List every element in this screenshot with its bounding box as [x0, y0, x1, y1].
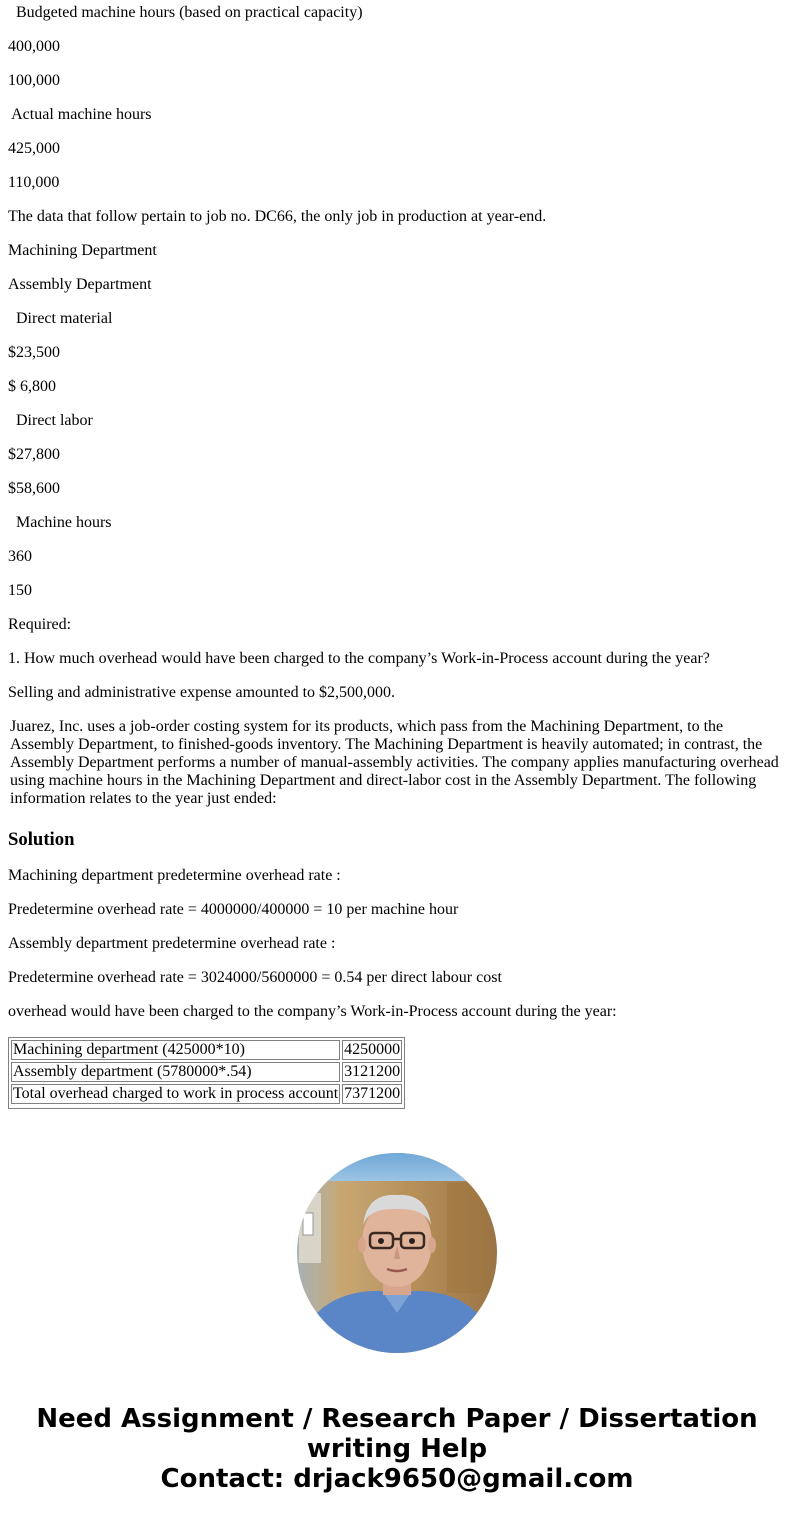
table-cell-value: 3121200: [344, 1063, 401, 1080]
promo-line-2: writing Help: [306, 1434, 488, 1464]
promo-contact: Contact: drjack9650@gmail.com: [160, 1464, 634, 1494]
intro-paragraph: Juarez, Inc. uses a job-order costing system for its products, which pass from the Machining Department, to the Assembly Department, to finished-goods inventory. The Machining Department is heavily automated; in contrast, the Assembly Department performs a number of manual-assembly activities. The company applies manufacturing overhead using machine hours in the Machining Department and direct-labor cost in the Assembly Department. The following information relates to the year just ended:: [10, 718, 779, 807]
direct-labor-label: Direct labor: [16, 412, 93, 429]
actual-machining: 425,000: [8, 140, 60, 157]
machine-hours-machining: 360: [8, 548, 32, 565]
budgeted-machining: 400,000: [8, 38, 60, 55]
assembly-rate-calc: Predetermine overhead rate = 3024000/5600000 = 0.54 per direct labour cost: [8, 969, 502, 986]
table-cell-value: 7371200: [344, 1085, 401, 1102]
assembly-rate-label: Assembly department predetermine overhead rate :: [8, 935, 336, 952]
budgeted-assembly: 100,000: [8, 72, 60, 89]
actual-assembly: 110,000: [8, 174, 60, 191]
machining-rate-label: Machining department predetermine overhead rate :: [8, 867, 341, 884]
solution-heading: Solution: [8, 829, 75, 850]
required-question-1: 1. How much overhead would have been charged to the company’s Work-in-Process account during the year?: [8, 650, 710, 667]
direct-labor-machining: $27,800: [8, 446, 60, 463]
document-body: [8, 0, 786, 1109]
col-machining: Machining Department: [8, 242, 157, 259]
overhead-table: [8, 1037, 405, 1109]
direct-labor-assembly: $58,600: [8, 480, 60, 497]
machining-rate-calc: Predetermine overhead rate = 4000000/400000 = 10 per machine hour: [8, 901, 459, 918]
avatar-portrait-image: [297, 1153, 497, 1353]
selling-admin-text: Selling and administrative expense amounted to $2,500,000.: [8, 684, 396, 701]
table-cell-label: Assembly department (5780000*.54): [11, 1062, 340, 1082]
job-text: The data that follow pertain to job no. DC66, the only job in production at year-end.: [8, 208, 547, 225]
promo-banner: [0, 1404, 794, 1494]
table-row: [11, 1062, 402, 1082]
machine-hours-assembly: 150: [8, 582, 32, 599]
direct-material-label: Direct material: [16, 310, 113, 327]
table-cell-label: Machining department (425000*10): [11, 1040, 340, 1060]
avatar: [297, 1153, 497, 1353]
direct-material-assembly: $ 6,800: [8, 378, 56, 395]
promo-line-1: Need Assignment / Research Paper / Dissertation: [36, 1404, 758, 1434]
table-cell-label: Total overhead charged to work in process account: [13, 1085, 339, 1102]
required-label: Required:: [8, 616, 72, 633]
table-cell-value: 4250000: [344, 1041, 401, 1058]
budgeted-label: Budgeted machine hours (based on practical capacity): [16, 4, 363, 21]
direct-material-machining: $23,500: [8, 344, 60, 361]
table-row: [11, 1040, 402, 1060]
actual-label: Actual machine hours: [11, 106, 152, 123]
charged-label: overhead would have been charged to the company’s Work-in-Process account during the year:: [8, 1003, 617, 1020]
table-row: [11, 1084, 402, 1104]
machine-hours-label: Machine hours: [16, 514, 112, 531]
col-assembly: Assembly Department: [8, 276, 152, 293]
